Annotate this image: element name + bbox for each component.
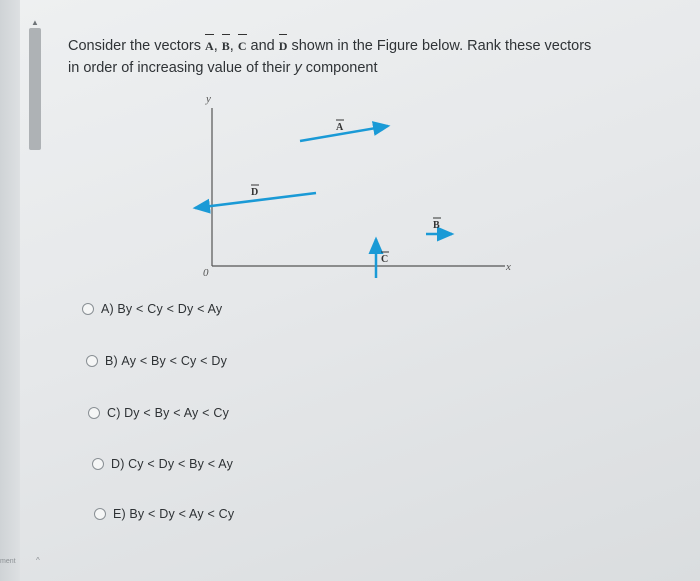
question-intro: Consider the vectors	[68, 38, 206, 54]
option-e-letter: E)	[113, 507, 126, 521]
vector-c-label: C	[381, 254, 389, 265]
vector-c-symbol: C	[238, 33, 247, 57]
question-separator: and	[246, 38, 279, 54]
chevron-up-icon[interactable]: ^	[36, 556, 40, 565]
option-e-text: By < Dy < Ay < Cy	[129, 507, 235, 521]
option-c[interactable]	[88, 406, 229, 420]
option-a-text: By < Cy < Dy < Ay	[117, 302, 223, 316]
scroll-up-icon[interactable]: ▲	[31, 18, 39, 27]
y-axis-label: y	[206, 93, 211, 105]
vector-d-label: D	[251, 187, 259, 198]
radio-button[interactable]	[94, 508, 106, 520]
radio-button[interactable]	[92, 458, 104, 470]
radio-button[interactable]	[86, 355, 98, 367]
vector-b-label: B	[433, 220, 440, 231]
vector-a-arrow	[300, 126, 388, 141]
option-e[interactable]	[94, 507, 234, 521]
vector-figure	[150, 88, 530, 288]
option-a-letter: A)	[101, 302, 114, 316]
option-b-letter: B)	[105, 354, 118, 368]
vector-d-symbol: D	[279, 33, 288, 57]
vector-b-symbol: B	[222, 33, 230, 57]
y-variable: y	[294, 60, 302, 76]
option-b-text: Ay < By < Cy < Dy	[121, 354, 228, 368]
question-separator: ,	[229, 38, 238, 54]
vector-diagram	[150, 88, 530, 288]
option-d[interactable]	[92, 457, 233, 471]
question-text	[68, 33, 668, 79]
scrollbar-thumb[interactable]	[29, 28, 41, 150]
radio-button[interactable]	[82, 303, 94, 315]
question-line2: in order of increasing value of their	[68, 60, 295, 76]
footer-label: ment	[0, 558, 16, 565]
radio-button[interactable]	[88, 407, 100, 419]
x-axis-label: x	[506, 261, 511, 273]
option-b[interactable]	[86, 354, 227, 368]
question-separator: ,	[213, 38, 222, 54]
question-line1-end: shown in the Figure below. Rank these vectors	[287, 38, 592, 54]
option-c-letter: C)	[107, 406, 121, 420]
left-edge-strip	[0, 0, 20, 581]
option-d-text: Cy < Dy < By < Ay	[128, 457, 234, 471]
origin-label: 0	[203, 267, 209, 279]
vector-a-symbol: A	[205, 33, 214, 57]
option-d-letter: D)	[111, 457, 125, 471]
option-a[interactable]	[82, 302, 222, 316]
vector-a-label: A	[336, 122, 344, 133]
question-line2-end: component	[301, 60, 378, 76]
option-c-text: Dy < By < Ay < Cy	[124, 406, 230, 420]
